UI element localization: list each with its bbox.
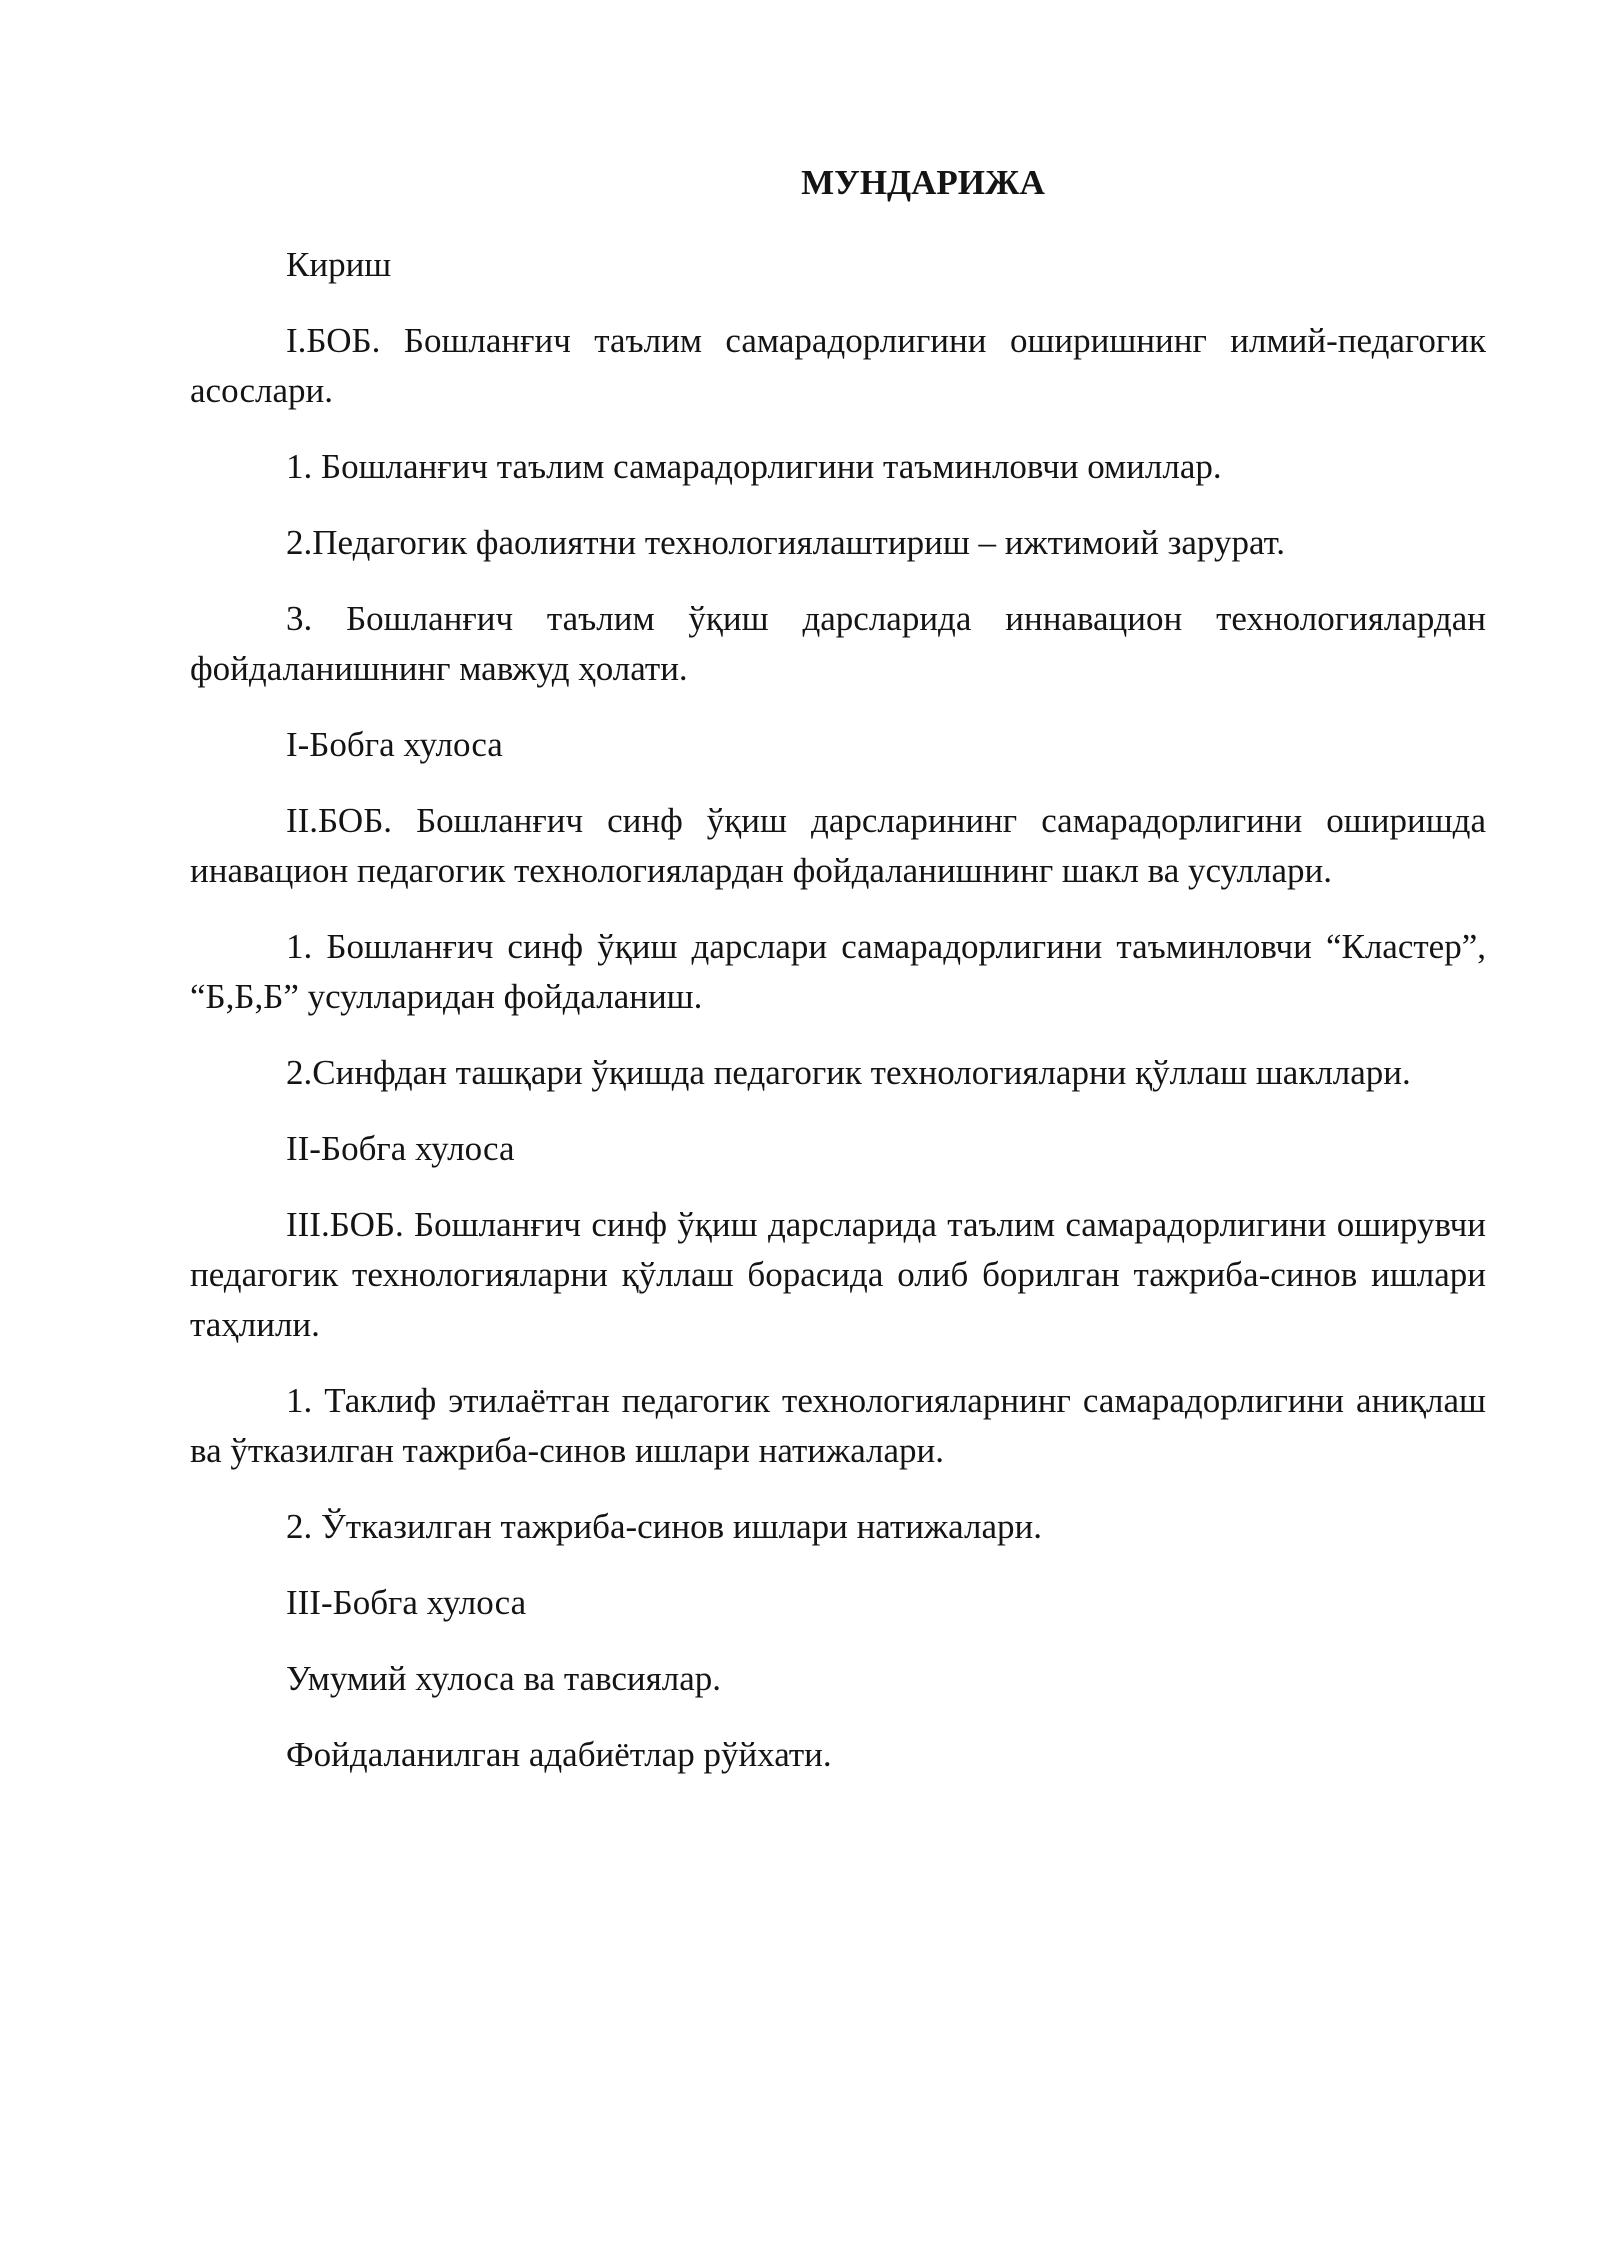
- toc-entry-introduction: Кириш: [286, 245, 392, 284]
- toc-entry-chapter-2-conclusion: II-Бобга хулоса: [286, 1129, 515, 1168]
- toc-entry-1-2: 2.Педагогик фаолиятни технологиялаштириш – ижтимоий зарурат.: [286, 523, 1286, 562]
- toc-entry-references: Фойдаланилган адабиётлар рўйхати.: [286, 1735, 832, 1774]
- toc-entry-1-3: 3. Бошланғич таълим ўқиш дарсларида иннавацион технологиялардан фойдаланишнинг мавжуд ҳолати.: [190, 599, 1486, 688]
- toc-entry-3-1: 1. Таклиф этилаётган педагогик технологияларнинг самарадорлигини аниқлаш ва ўтказилган тажриба-синов ишлари натижалари.: [190, 1381, 1486, 1470]
- toc-entry-chapter-3: III.БОБ. Бошланғич синф ўқиш дарсларида таълим самарадорлигини оширувчи педагогик технологияларни қўллаш борасида олиб борилган тажриба-синов ишлари таҳлили.: [190, 1205, 1486, 1344]
- toc-entry-2-1: 1. Бошланғич синф ўқиш дарслари самарадорлигини таъминловчи “Кластер”, “Б,Б,Б” усулларидан фойдаланиш.: [190, 927, 1486, 1016]
- toc-entry-3-2: 2. Ўтказилган тажриба-синов ишлари натижалари.: [286, 1507, 1042, 1546]
- toc-entry-2-2: 2.Синфдан ташқари ўқишда педагогик технологияларни қўллаш шакллари.: [286, 1053, 1411, 1092]
- toc-entry-1-1: 1. Бошланғич таълим самарадорлигини таъминловчи омиллар.: [286, 447, 1222, 486]
- table-of-contents: [190, 158, 1486, 1806]
- toc-entry-chapter-3-conclusion: III-Бобга хулоса: [286, 1583, 527, 1622]
- toc-entry-chapter-1: I.БОБ. Бошланғич таълим самарадорлигини оширишнинг илмий-педагогик асослари.: [190, 321, 1486, 410]
- toc-entry-chapter-2: II.БОБ. Бошланғич синф ўқиш дарсларининг самарадорлигини оширишда инавацион педагогик технологиялардан фойдаланишнинг шакл ва усуллари.: [190, 801, 1486, 890]
- toc-entry-general-conclusion: Умумий хулоса ва тавсиялар.: [286, 1659, 722, 1698]
- page-title: МУНДАРИЖА: [801, 163, 1045, 202]
- toc-entry-chapter-1-conclusion: I-Бобга хулоса: [286, 725, 503, 764]
